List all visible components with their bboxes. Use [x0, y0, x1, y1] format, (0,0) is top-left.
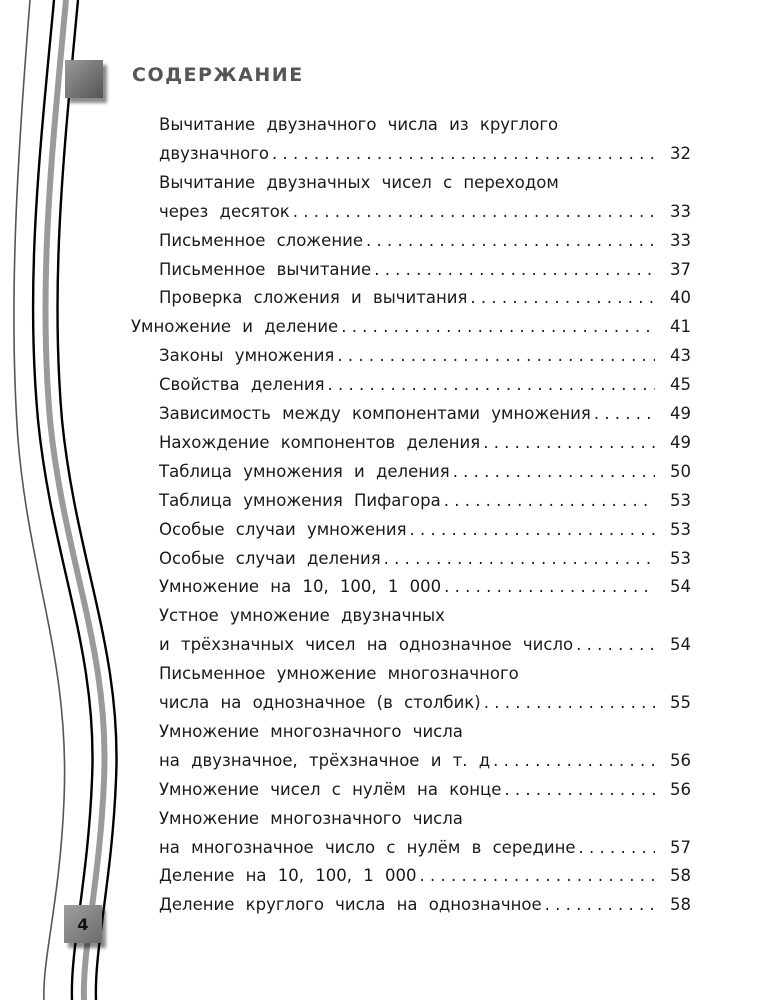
toc-entry [159, 833, 691, 862]
toc-entry-page: 49 [670, 404, 691, 423]
toc-entry [159, 515, 691, 544]
toc-entry-page: 43 [670, 346, 691, 366]
toc-entry [159, 168, 691, 197]
toc-entry-title: Таблица умножения и деления [159, 461, 450, 481]
toc-entry [159, 746, 691, 775]
toc-entry-page: 58 [670, 866, 691, 886]
toc-entry-page: 53 [670, 548, 691, 568]
toc-entry-title: Особые случаи умножения [159, 519, 407, 539]
toc-dot-leader [444, 486, 655, 515]
toc-dot-leader [328, 370, 655, 399]
toc-entry [131, 312, 691, 341]
toc-entry-title: Нахождение компонентов деления [159, 432, 481, 452]
toc-entry [159, 283, 691, 312]
side-wavy-lines-decoration [0, 0, 140, 1000]
toc-entry-title: на двузначное, трёхзначное и т. д [159, 750, 491, 770]
toc-entry-page: 54 [670, 577, 691, 597]
toc-entry-title: Особые случаи деления [159, 548, 381, 568]
toc-entry-title: Вычитание двузначных чисел с переходом [159, 172, 559, 192]
toc-entry [159, 428, 691, 457]
toc-entry-title: Устное умножение двузначных [159, 606, 445, 626]
toc-entry-title: Таблица умножения Пифагора [159, 490, 441, 510]
toc-entry-page: 49 [670, 432, 691, 452]
toc-dot-leader [272, 139, 655, 168]
toc-entry-title: Проверка сложения и вычитания [159, 288, 468, 308]
toc-entry [159, 110, 691, 139]
toc-dot-leader [374, 255, 655, 284]
toc-entry [159, 370, 691, 399]
toc-dot-leader [420, 861, 656, 890]
toc-dot-leader [470, 283, 655, 312]
toc-entry-title: и трёхзначных чисел на однозначное число [159, 635, 574, 655]
section-heading: СОДЕРЖАНИЕ [132, 64, 304, 86]
toc-dot-leader [483, 428, 655, 457]
toc-entry [159, 544, 691, 573]
toc-entry-page: 53 [670, 490, 691, 510]
toc-entry [159, 572, 691, 601]
toc-entry [159, 457, 691, 486]
page-number-badge [64, 905, 102, 943]
toc-entry-page: 50 [670, 461, 691, 481]
toc-entry [159, 630, 691, 659]
toc-entry-page: 40 [670, 288, 691, 308]
toc-entry-page: 55 [670, 693, 691, 712]
toc-entry-page: 33 [670, 230, 691, 250]
toc-entry [159, 804, 691, 833]
toc-entry-page: 33 [670, 201, 691, 221]
toc-entry [159, 890, 691, 919]
toc-entry-page: 57 [670, 837, 691, 857]
toc-entry-title: числа на однозначное (в столбик) [159, 693, 481, 712]
toc-entry-title: Письменное сложение [159, 230, 363, 250]
toc-entry [159, 197, 691, 226]
toc-entry [159, 659, 691, 688]
toc-dot-leader [341, 312, 655, 341]
toc-entry-page: 53 [670, 519, 691, 539]
toc-dot-leader [493, 746, 655, 775]
toc-dot-leader [384, 544, 655, 573]
toc-entry [159, 601, 691, 630]
toc-entry-title: Письменное умножение многозначного [159, 664, 519, 684]
toc-entry-page: 56 [670, 750, 691, 770]
toc-entry [159, 255, 691, 284]
toc-entry-title: Законы умножения [159, 346, 335, 366]
toc-entry [159, 341, 691, 370]
toc-entry [159, 775, 691, 804]
toc-dot-leader [594, 399, 655, 428]
toc-entry-page: 54 [670, 635, 691, 655]
toc-entry-title: Умножение многозначного числа [159, 808, 463, 828]
toc-entry [159, 486, 691, 515]
toc-entry-title: Умножение и деление [131, 317, 339, 337]
toc-entry-title: Умножение чисел с нулём на конце [159, 779, 502, 799]
toc-entry [159, 399, 691, 428]
toc-dot-leader [444, 572, 655, 601]
toc-entry-title: Свойства деления [159, 375, 325, 395]
toc-entry [159, 226, 691, 255]
toc-entry-title: на многозначное число с нулём в середине [159, 837, 576, 857]
toc-dot-leader [504, 775, 655, 804]
toc-entry [159, 688, 691, 717]
toc-dot-leader [545, 890, 655, 919]
heading-square-marker [65, 60, 103, 98]
toc-dot-leader [576, 630, 655, 659]
toc-entry-page: 32 [670, 143, 691, 163]
toc-entry-title: Умножение многозначного числа [159, 721, 463, 741]
toc-dot-leader [410, 515, 655, 544]
page-number: 4 [77, 914, 89, 934]
toc-entry-page: 41 [670, 317, 691, 337]
toc-entry-page: 58 [670, 895, 691, 915]
toc-dot-leader [293, 197, 655, 226]
toc-entry-page: 56 [670, 779, 691, 799]
toc-entry [159, 861, 691, 890]
toc-dot-leader [337, 341, 655, 370]
toc-entry-title: Умножение на 10, 100, 1 000 [159, 577, 442, 597]
toc-dot-leader [453, 457, 655, 486]
toc-dot-leader [484, 688, 655, 717]
toc-entry-title: Письменное вычитание [159, 259, 372, 279]
toc-entry-title: через десяток [159, 201, 290, 221]
toc-entry-title: Деление круглого числа на однозначное [159, 895, 542, 915]
toc-dot-leader [366, 226, 655, 255]
toc-entry-title: двузначного [159, 143, 269, 163]
toc-entry-page: 45 [670, 375, 691, 395]
toc-entry-title: Вычитание двузначного числа из круглого [159, 115, 559, 134]
toc-entry-page: 37 [670, 259, 691, 279]
toc-entry-title: Зависимость между компонентами умножения [159, 404, 591, 423]
toc-entry [159, 717, 691, 746]
toc-dot-leader [579, 833, 655, 862]
toc-entry-title: Деление на 10, 100, 1 000 [159, 866, 417, 886]
toc-entry [159, 139, 691, 168]
